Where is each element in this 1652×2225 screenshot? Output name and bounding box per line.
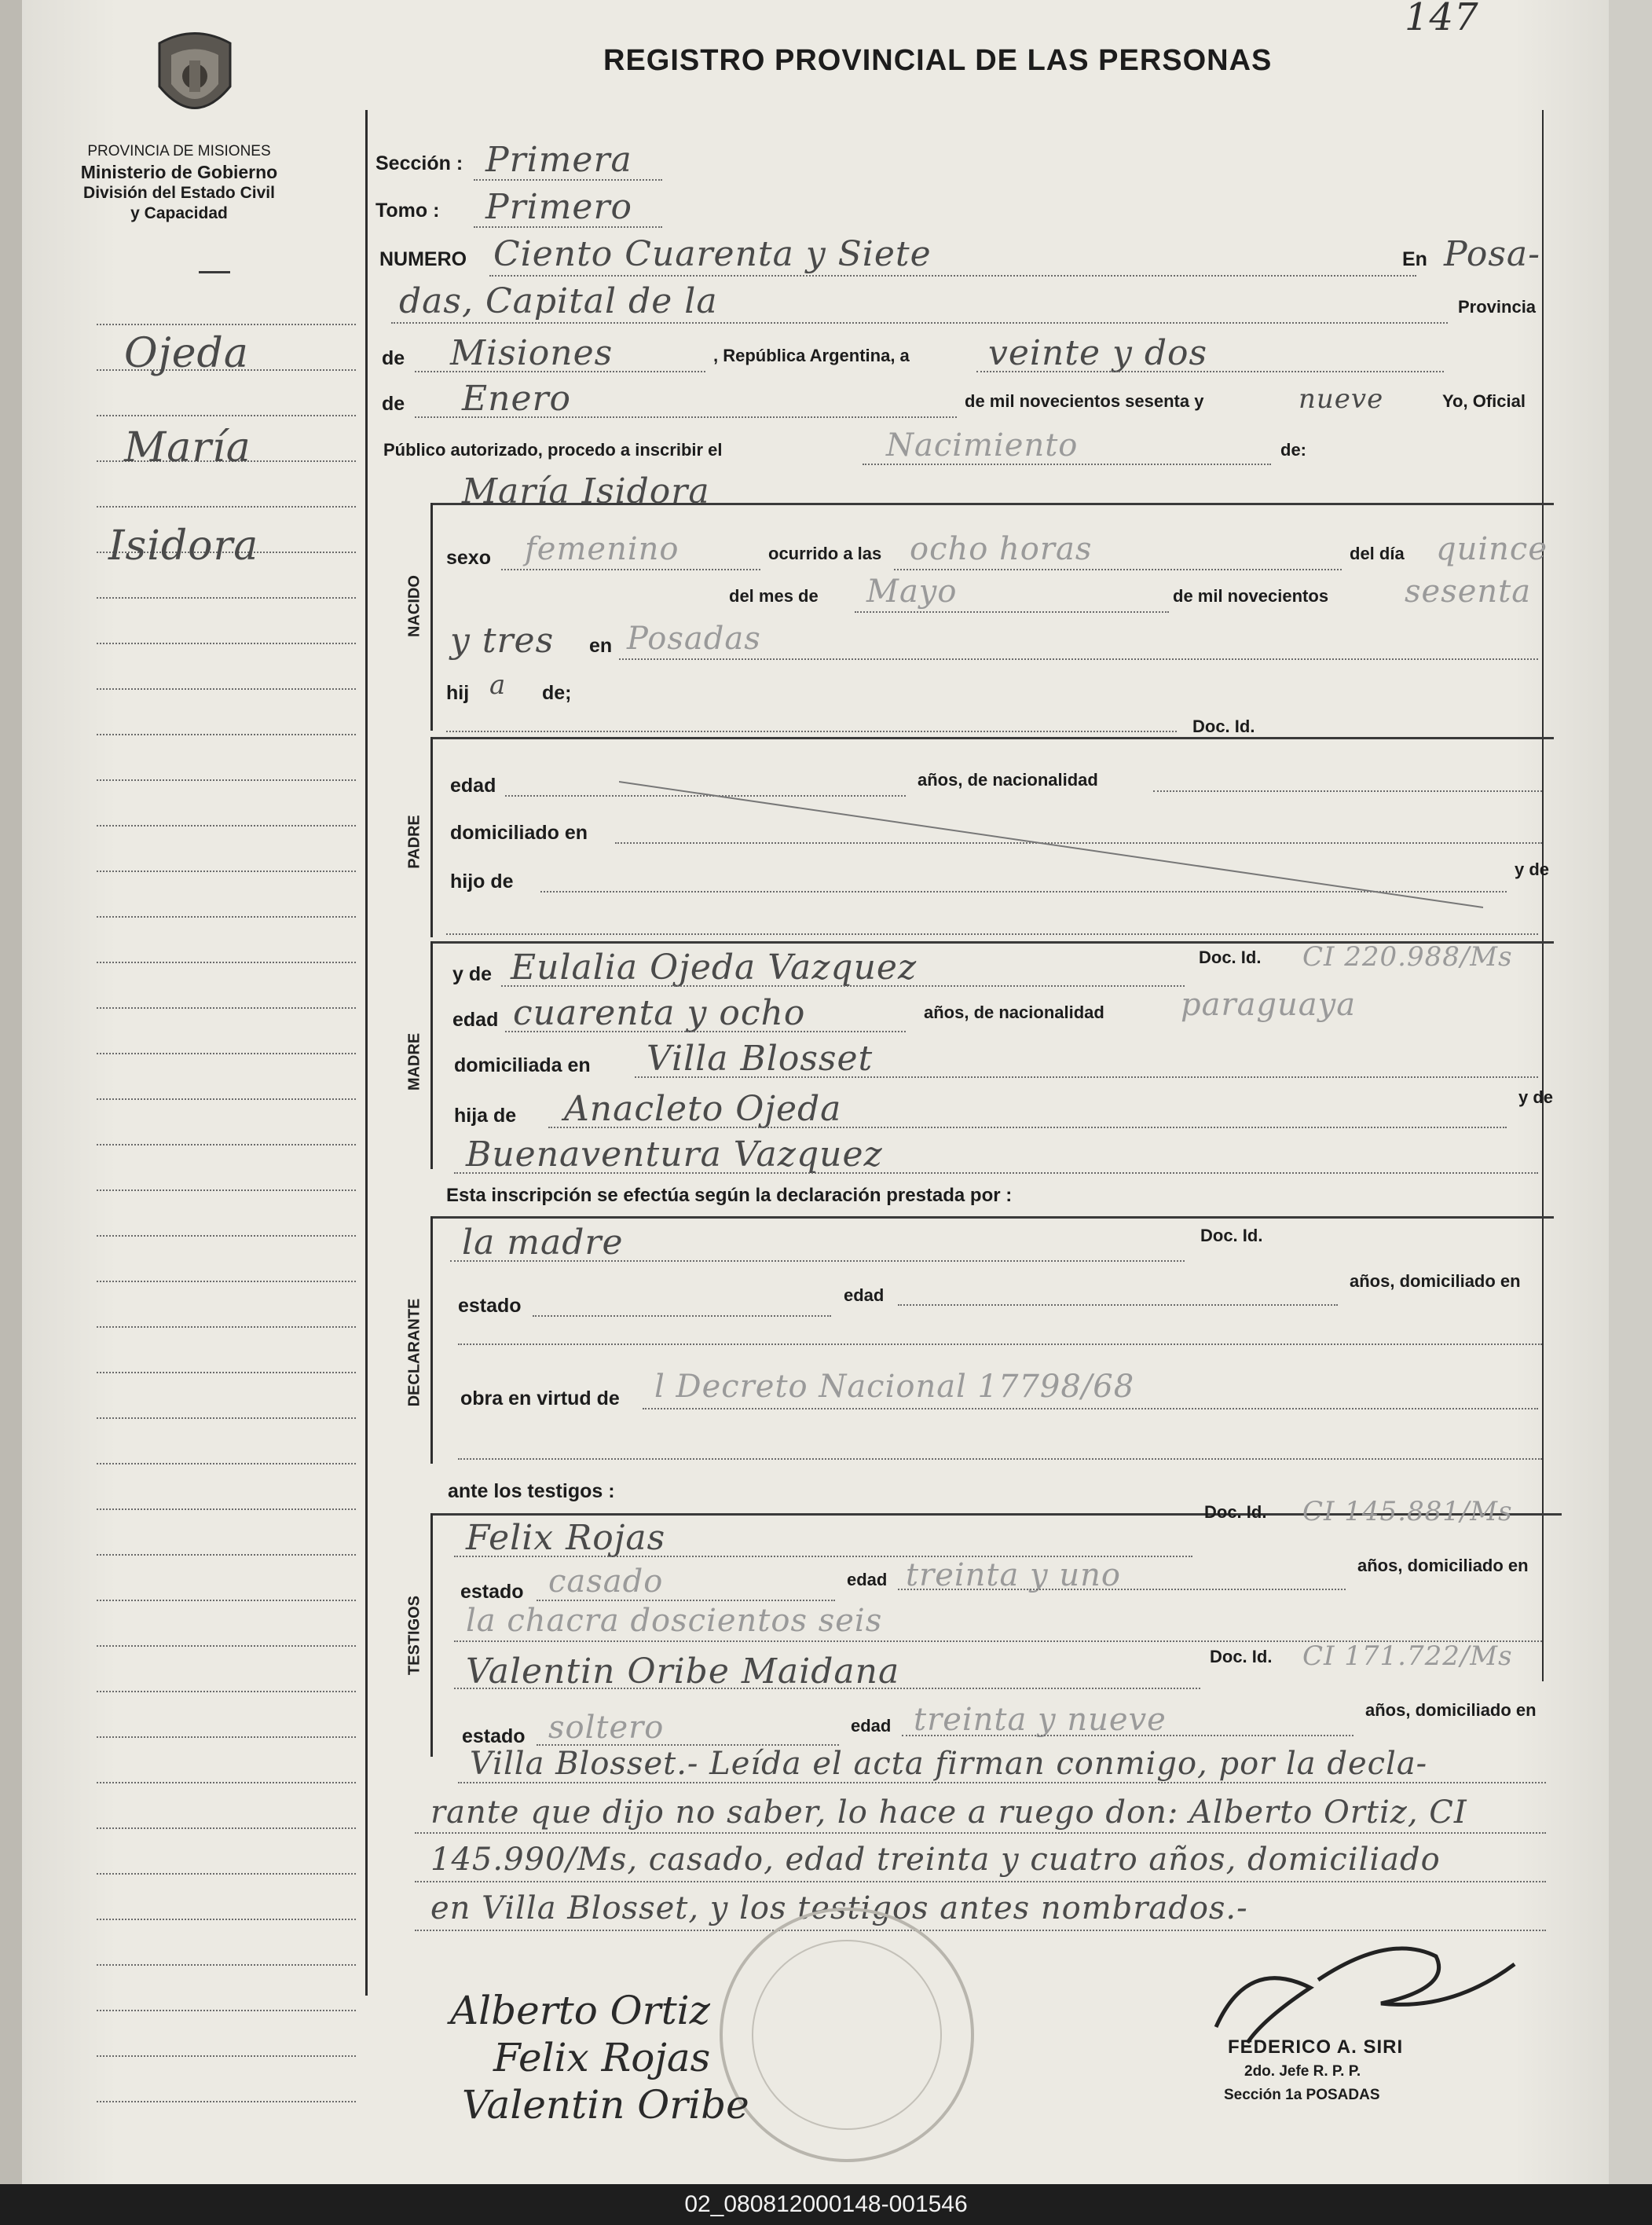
sexo-label: sexo xyxy=(446,547,491,569)
margin-rule xyxy=(97,1919,356,1920)
padre-edad-label: edad xyxy=(450,775,496,797)
del-mes-label: del mes de xyxy=(729,586,819,606)
t2-edad-line xyxy=(902,1735,1353,1736)
org-line-3: División del Estado Civil xyxy=(83,184,275,202)
madre-nacionalidad: paraguaya xyxy=(1181,987,1357,1023)
org-line-1: PROVINCIA DE MISIONES xyxy=(87,143,271,159)
seccion-value: Primera xyxy=(485,140,632,180)
hij-suffix: a xyxy=(489,669,507,701)
madre-section-label: MADRE xyxy=(405,1032,423,1091)
padre-last-line xyxy=(446,933,1538,935)
madre-yde-label: y de xyxy=(452,963,493,985)
testigos-intro: ante los testigos : xyxy=(448,1480,615,1502)
day-value: veinte y dos xyxy=(988,333,1208,373)
t1-doc-label: Doc. Id. xyxy=(1204,1502,1267,1522)
margin-rule xyxy=(97,506,356,508)
page-edge-left xyxy=(0,0,22,2184)
page-number: 147 xyxy=(1405,0,1479,39)
hij-label: hij xyxy=(446,682,470,704)
margin-rule xyxy=(97,415,356,416)
madre-hija-label: hija de xyxy=(454,1105,517,1127)
t1-edad-label: edad xyxy=(847,1570,888,1589)
provincia-label: Provincia xyxy=(1458,297,1537,317)
tomo-line xyxy=(474,226,662,228)
year-tail: nueve xyxy=(1299,383,1384,415)
declarante-estado-label: estado xyxy=(458,1295,522,1317)
day-line xyxy=(976,371,1444,372)
sexo-value: femenino xyxy=(525,531,679,567)
madre-edad-value: cuarenta y ocho xyxy=(513,993,806,1033)
madre-madre: Buenaventura Vazquez xyxy=(466,1134,883,1175)
obra-label: obra en virtud de xyxy=(460,1387,620,1409)
madre-yde2-label: y de xyxy=(1518,1087,1554,1107)
t1-estado-value: casado xyxy=(548,1563,664,1600)
anio-a-value: sesenta xyxy=(1405,574,1532,610)
month-line xyxy=(415,416,957,418)
madre-dom-line xyxy=(635,1076,1538,1078)
numero-label: NUMERO xyxy=(379,248,467,270)
margin-rule xyxy=(97,2010,356,2011)
signature-felix-rojas: Felix Rojas xyxy=(493,2035,711,2080)
declarante-section-label: DECLARANTE xyxy=(405,1298,423,1407)
tomo-value: Primero xyxy=(485,187,632,227)
signature-alberto-ortiz: Alberto Ortiz xyxy=(450,1988,711,2033)
image-id-footer: 02_080812000148-001546 xyxy=(0,2184,1652,2225)
padre-doc-label: Doc. Id. xyxy=(1192,717,1255,736)
document-page xyxy=(22,0,1609,2184)
margin-rule xyxy=(97,643,356,644)
margin-rule xyxy=(97,1873,356,1875)
margin-rule xyxy=(97,597,356,599)
hora-value: ocho horas xyxy=(910,531,1093,567)
testigos-side-rule xyxy=(430,1513,433,1757)
margin-rule xyxy=(97,1098,356,1100)
province-line xyxy=(415,371,705,372)
padre-strike-line xyxy=(619,778,1491,911)
closing-line-2: rante que dijo no saber, lo hace a ruego don: Alberto Ortiz, CI xyxy=(430,1794,1467,1831)
seccion-label: Sección : xyxy=(375,152,463,174)
madre-last-line xyxy=(454,1172,1538,1174)
org-line-2: Ministerio de Gobierno xyxy=(80,162,278,182)
t2-doc-value: CI 171.722/Ms xyxy=(1302,1640,1513,1672)
signature-valentin-oribe: Valentin Oribe xyxy=(462,2082,749,2128)
closing-rule-4 xyxy=(415,1930,1546,1931)
month-value: Enero xyxy=(462,379,572,419)
en-lugar-label: en xyxy=(589,635,613,657)
madre-domicilio: Villa Blosset xyxy=(647,1039,874,1079)
t1-estado-label: estado xyxy=(460,1581,524,1603)
t2-name: Valentin Oribe Maidana xyxy=(466,1651,900,1692)
official-section: Sección 1a POSADAS xyxy=(1224,2087,1380,2103)
declarante-dom-line xyxy=(458,1343,1542,1345)
margin-rule xyxy=(97,734,356,735)
madre-name-line xyxy=(501,985,1185,987)
margin-rule xyxy=(97,871,356,872)
margin-rule xyxy=(97,916,356,918)
official-stamp xyxy=(713,1901,980,2168)
yo-oficial-label: Yo, Oficial xyxy=(1442,391,1526,411)
declarante-estado-line xyxy=(533,1315,831,1317)
main-right-rule xyxy=(1542,110,1544,1681)
en-value: Posa- xyxy=(1444,234,1540,274)
margin-rule xyxy=(97,1736,356,1738)
padre-section-label: PADRE xyxy=(405,815,423,869)
margin-name-1: María xyxy=(124,424,251,471)
hora-line xyxy=(894,569,1342,570)
t1-edad-value: treinta y uno xyxy=(906,1557,1121,1593)
madre-edad-line xyxy=(505,1031,906,1032)
numero-line xyxy=(489,275,1416,277)
main-left-rule xyxy=(365,110,368,1996)
madre-nac-label: años, de nacionalidad xyxy=(924,1003,1104,1022)
place-continued: das, Capital de la xyxy=(399,281,718,321)
de3-label: de: xyxy=(1280,440,1306,460)
margin-rule xyxy=(97,1463,356,1464)
margin-rule xyxy=(97,1554,356,1556)
nacido-section-label: NACIDO xyxy=(405,575,423,637)
margin-rule xyxy=(97,1827,356,1829)
margin-rule xyxy=(97,1053,356,1054)
declarante-intro: Esta inscripción se efectúa según la declaración prestada por : xyxy=(446,1185,1013,1206)
declarante-top-rule xyxy=(430,1216,1554,1219)
numero-value: Ciento Cuarenta y Siete xyxy=(493,234,932,274)
de-label: de xyxy=(382,347,405,369)
madre-doc-label: Doc. Id. xyxy=(1199,948,1262,967)
t2-estado-value: soltero xyxy=(548,1710,665,1746)
margin-rule xyxy=(97,1964,356,1966)
closing-line-3: 145.990/Ms, casado, edad treinta y cuatro años, domiciliado xyxy=(430,1842,1441,1878)
closing-line-4: en Villa Blosset, y los testigos antes nombrados.- xyxy=(430,1890,1248,1926)
margin-rule xyxy=(97,1007,356,1009)
publico-label: Público autorizado, procedo a inscribir el xyxy=(383,440,723,460)
madre-name: Eulalia Ojeda Vazquez xyxy=(511,948,918,988)
en-label: En xyxy=(1402,248,1427,270)
org-line-4: y Capacidad xyxy=(130,204,228,222)
margin-rule xyxy=(97,1372,356,1373)
margin-name-2: Isidora xyxy=(108,522,259,570)
t2-estado-label: estado xyxy=(462,1725,526,1747)
t2-edad-label: edad xyxy=(851,1716,892,1736)
margin-rule xyxy=(97,1144,356,1145)
padre-yde-label: y de xyxy=(1515,860,1550,879)
mil-label: de mil novecientos xyxy=(1173,586,1329,606)
margin-rule xyxy=(97,1189,356,1191)
official-name: FEDERICO A. SIRI xyxy=(1228,2036,1404,2058)
anio-b-value: y tres xyxy=(450,621,555,661)
mes-value: Mayo xyxy=(866,574,958,610)
t2-dom-label: años, domiciliado en xyxy=(1365,1700,1537,1720)
madre-edad-label: edad xyxy=(452,1009,499,1031)
obra-value: l Decreto Nacional 17798/68 xyxy=(654,1369,1135,1405)
official-role: 2do. Jefe R. P. P. xyxy=(1244,2063,1361,2080)
margin-rule xyxy=(97,1691,356,1692)
madre-side-rule xyxy=(430,941,433,1169)
declarante-who: la madre xyxy=(462,1222,624,1263)
lugar-line xyxy=(619,658,1538,660)
padre-name-line xyxy=(446,731,1177,732)
nacido-name: María Isidora xyxy=(462,471,710,511)
madre-padre: Anacleto Ojeda xyxy=(564,1089,842,1129)
official-signature xyxy=(1200,1933,1530,2051)
margin-rule xyxy=(97,1235,356,1237)
margin-rule xyxy=(97,1645,356,1647)
lugar-value: Posadas xyxy=(627,621,761,657)
padre-side-rule xyxy=(430,737,433,937)
declarante-dom-label: años, domiciliado en xyxy=(1350,1271,1521,1291)
nacido-side-rule xyxy=(430,503,433,731)
del-dia-label: del día xyxy=(1350,544,1405,563)
margin-rule xyxy=(97,2101,356,2102)
t2-name-line xyxy=(454,1688,1200,1689)
declarante-edad-label: edad xyxy=(844,1285,885,1305)
margin-rule xyxy=(97,1782,356,1783)
seccion-line xyxy=(474,179,662,181)
hij-de-label: de; xyxy=(542,682,572,704)
margin-rule xyxy=(97,1508,356,1510)
de2-label: de xyxy=(382,393,405,415)
tomo-label: Tomo : xyxy=(375,200,440,222)
margin-rule xyxy=(97,2055,356,2057)
margin-rule xyxy=(97,324,356,325)
declarante-side-rule xyxy=(430,1216,433,1464)
dia-value: quince xyxy=(1436,531,1548,567)
closing-rule-2 xyxy=(415,1832,1546,1834)
margin-surname: Ojeda xyxy=(124,330,249,377)
padre-nac-label: años, de nacionalidad xyxy=(918,770,1098,790)
madre-doc-value: CI 220.988/Ms xyxy=(1302,941,1513,973)
margin-rule xyxy=(97,962,356,963)
margin-rule xyxy=(97,825,356,827)
t1-name: Felix Rojas xyxy=(466,1518,666,1558)
t1-dom-label: años, domiciliado en xyxy=(1357,1556,1529,1575)
madre-hija-line xyxy=(548,1127,1507,1128)
closing-rule-3 xyxy=(415,1881,1546,1882)
madre-dom-label: domiciliada en xyxy=(454,1054,591,1076)
declarante-edad-line xyxy=(898,1304,1338,1306)
margin-rule xyxy=(97,1600,356,1601)
closing-rule-1 xyxy=(458,1782,1546,1783)
org-rule xyxy=(199,271,230,273)
mes-line xyxy=(855,611,1169,613)
padre-top-rule xyxy=(430,737,1554,739)
closing-line-1: Villa Blosset.- Leída el acta firman conmigo, por la decla- xyxy=(470,1746,1428,1782)
margin-rule xyxy=(97,688,356,690)
margin-rule xyxy=(97,1417,356,1419)
act-type: Nacimiento xyxy=(886,427,1079,464)
t1-edad-line xyxy=(898,1589,1346,1590)
declarante-who-line xyxy=(450,1260,1185,1262)
province-value: Misiones xyxy=(450,333,614,373)
coat-of-arms-icon xyxy=(152,27,238,130)
republica-label: , República Argentina, a xyxy=(713,346,910,365)
t1-estado-line xyxy=(537,1600,835,1601)
declarante-doc-label: Doc. Id. xyxy=(1200,1226,1263,1245)
padre-dom-label: domiciliado en xyxy=(450,822,588,844)
declarante-last-line xyxy=(458,1458,1542,1460)
ocurrido-label: ocurrido a las xyxy=(768,544,882,563)
sexo-line xyxy=(501,569,760,570)
page-edge-right xyxy=(1609,0,1652,2184)
t2-doc-label: Doc. Id. xyxy=(1210,1647,1273,1666)
testigos-section-label: TESTIGOS xyxy=(405,1595,423,1676)
act-type-line xyxy=(863,464,1271,465)
page-title: REGISTRO PROVINCIAL DE LAS PERSONAS xyxy=(603,44,1273,77)
place-line xyxy=(391,322,1448,324)
t1-doc-value: CI 145.881/Ms xyxy=(1302,1496,1513,1527)
margin-rule xyxy=(97,779,356,781)
obra-line xyxy=(643,1408,1538,1409)
margin-rule xyxy=(97,1326,356,1328)
padre-hijo-label: hijo de xyxy=(450,871,514,893)
year-label: de mil novecientos sesenta y xyxy=(965,391,1204,411)
t1-domicilio: la chacra doscientos seis xyxy=(466,1603,883,1639)
margin-rule xyxy=(97,1281,356,1282)
t2-edad-value: treinta y nueve xyxy=(914,1702,1167,1738)
